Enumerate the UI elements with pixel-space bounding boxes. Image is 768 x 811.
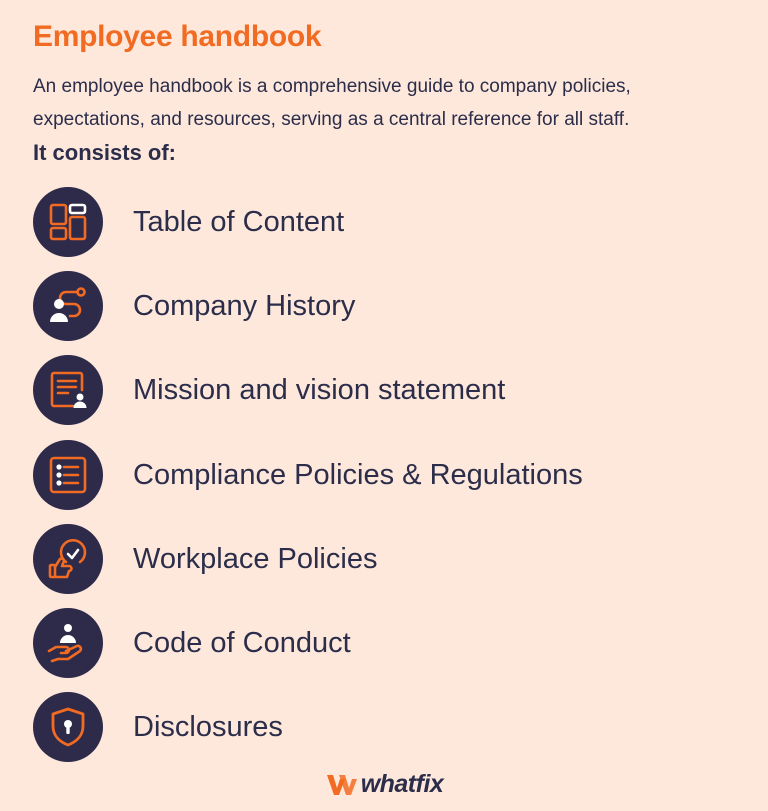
list-item-workplace-policies [33, 524, 733, 594]
page-description: An employee handbook is a comprehensive guide to company policies, expectations, and resources, serving as a central reference for all staff. [33, 76, 631, 130]
person-path-icon [33, 271, 103, 341]
brand-logo [0, 770, 768, 799]
list-item-mission-vision [33, 355, 733, 425]
section-heading: It consists of: [33, 140, 177, 165]
list-item-compliance [33, 440, 733, 510]
whatfix-logo-icon [325, 773, 359, 797]
list-item-table-of-content [33, 187, 733, 257]
layout-grid-icon [33, 187, 103, 257]
list-item-company-history [33, 271, 733, 341]
list-item-label: Disclosures [133, 710, 283, 743]
page-title: Employee handbook [33, 20, 322, 53]
list-item-label: Code of Conduct [133, 626, 351, 659]
list-item-code-of-conduct [33, 608, 733, 678]
thumbs-up-check-icon [33, 524, 103, 594]
checklist-icon [33, 440, 103, 510]
brand-name: whatfix [360, 770, 444, 798]
list-item-label: Mission and vision statement [133, 373, 506, 406]
document-person-icon [33, 355, 103, 425]
list-item-disclosures [33, 692, 733, 762]
hand-person-icon [33, 608, 103, 678]
list-item-label: Table of Content [133, 205, 345, 238]
list-item-label: Compliance Policies & Regulations [133, 458, 583, 491]
list-item-label: Workplace Policies [133, 542, 378, 575]
list-item-label: Company History [133, 289, 356, 322]
shield-lock-icon [33, 692, 103, 762]
